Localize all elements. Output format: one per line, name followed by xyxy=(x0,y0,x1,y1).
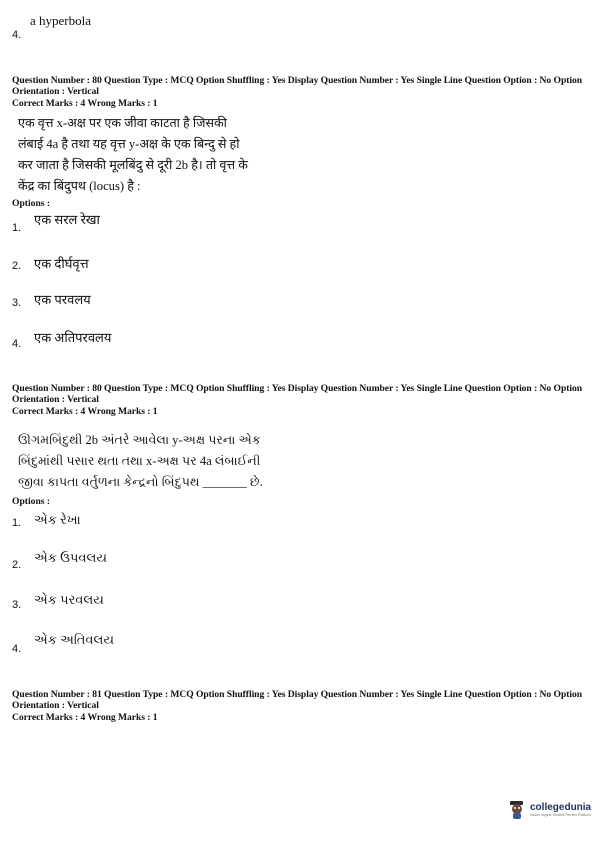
option-text: એક રેખા xyxy=(34,512,81,527)
option-number: 2. xyxy=(12,559,22,571)
marks-meta: Correct Marks : 4 Wrong Marks : 1 xyxy=(12,712,158,723)
question-text xyxy=(18,113,248,197)
option-number: 3. xyxy=(12,297,22,309)
question-line: एक वृत्त x-अक्ष पर एक जीवा काटता है जिसकी xyxy=(18,116,227,130)
marks-meta: Correct Marks : 4 Wrong Marks : 1 xyxy=(12,406,158,417)
option-number: 2. xyxy=(12,260,22,272)
question-line: केंद्र का बिंदुपथ (locus) है : xyxy=(18,179,141,193)
option-text: एक दीर्घवृत्त xyxy=(34,256,89,271)
logo-name: collegedunia xyxy=(530,801,592,813)
option-number: 4. xyxy=(12,29,22,41)
options-label: Options : xyxy=(12,198,51,209)
option-number: 1. xyxy=(12,222,22,234)
option-number: 4. xyxy=(12,338,22,350)
option-number: 3. xyxy=(12,599,22,611)
option-text: a hyperbola xyxy=(30,13,92,28)
question-line: જીવા કાપતા વર્તુળના કેન્દ્રનો બિંદુપથ _______ છે. xyxy=(18,475,263,489)
question-meta: Question Number : 81 Question Type : MCQ Option Shuffling : Yes Display Question Number : Yes Single Line Question Option : No Option Orientation : Vertical xyxy=(12,689,583,711)
option-text: એક પરવલય xyxy=(34,592,104,607)
logo-tagline: India's largest Student Review Platform xyxy=(530,812,591,817)
option-text: एक सरल रेखा xyxy=(34,212,100,227)
question-meta: Question Number : 80 Question Type : MCQ Option Shuffling : Yes Display Question Number : Yes Single Line Question Option : No Option Orientation : Vertical xyxy=(12,75,583,97)
option-text: એક અતિવલય xyxy=(34,632,114,647)
question-line: कर जाता है जिसकी मूलबिंदु से दूरी 2b है। तो वृत्त के xyxy=(18,158,248,172)
option-text: एक अतिपरवलय xyxy=(34,330,112,345)
question-line: लंबाई 4a है तथा यह वृत्त y-अक्ष के एक बिन्दु से हो xyxy=(18,137,240,151)
question-line: ઊગમબિંદુથી 2b અંતરે આવેલા y-અક્ષ પરના એક xyxy=(18,433,261,447)
question-meta: Question Number : 80 Question Type : MCQ Option Shuffling : Yes Display Question Number : Yes Single Line Question Option : No Option Orientation : Vertical xyxy=(12,383,583,405)
option-text: એક ઉપવલય xyxy=(34,550,107,565)
option-number: 4. xyxy=(12,643,22,655)
options-label: Options : xyxy=(12,496,51,507)
option-text: एक परवलय xyxy=(34,292,91,307)
collegedunia-logo xyxy=(508,800,591,820)
question-line: બિંદુમાંથી પસાર થતા તથા x-અક્ષ પર 4a લંબાઈની xyxy=(18,454,261,468)
question-text xyxy=(18,430,263,493)
option-number: 1. xyxy=(12,517,22,529)
mascot-icon xyxy=(508,800,526,820)
marks-meta: Correct Marks : 4 Wrong Marks : 1 xyxy=(12,98,158,109)
